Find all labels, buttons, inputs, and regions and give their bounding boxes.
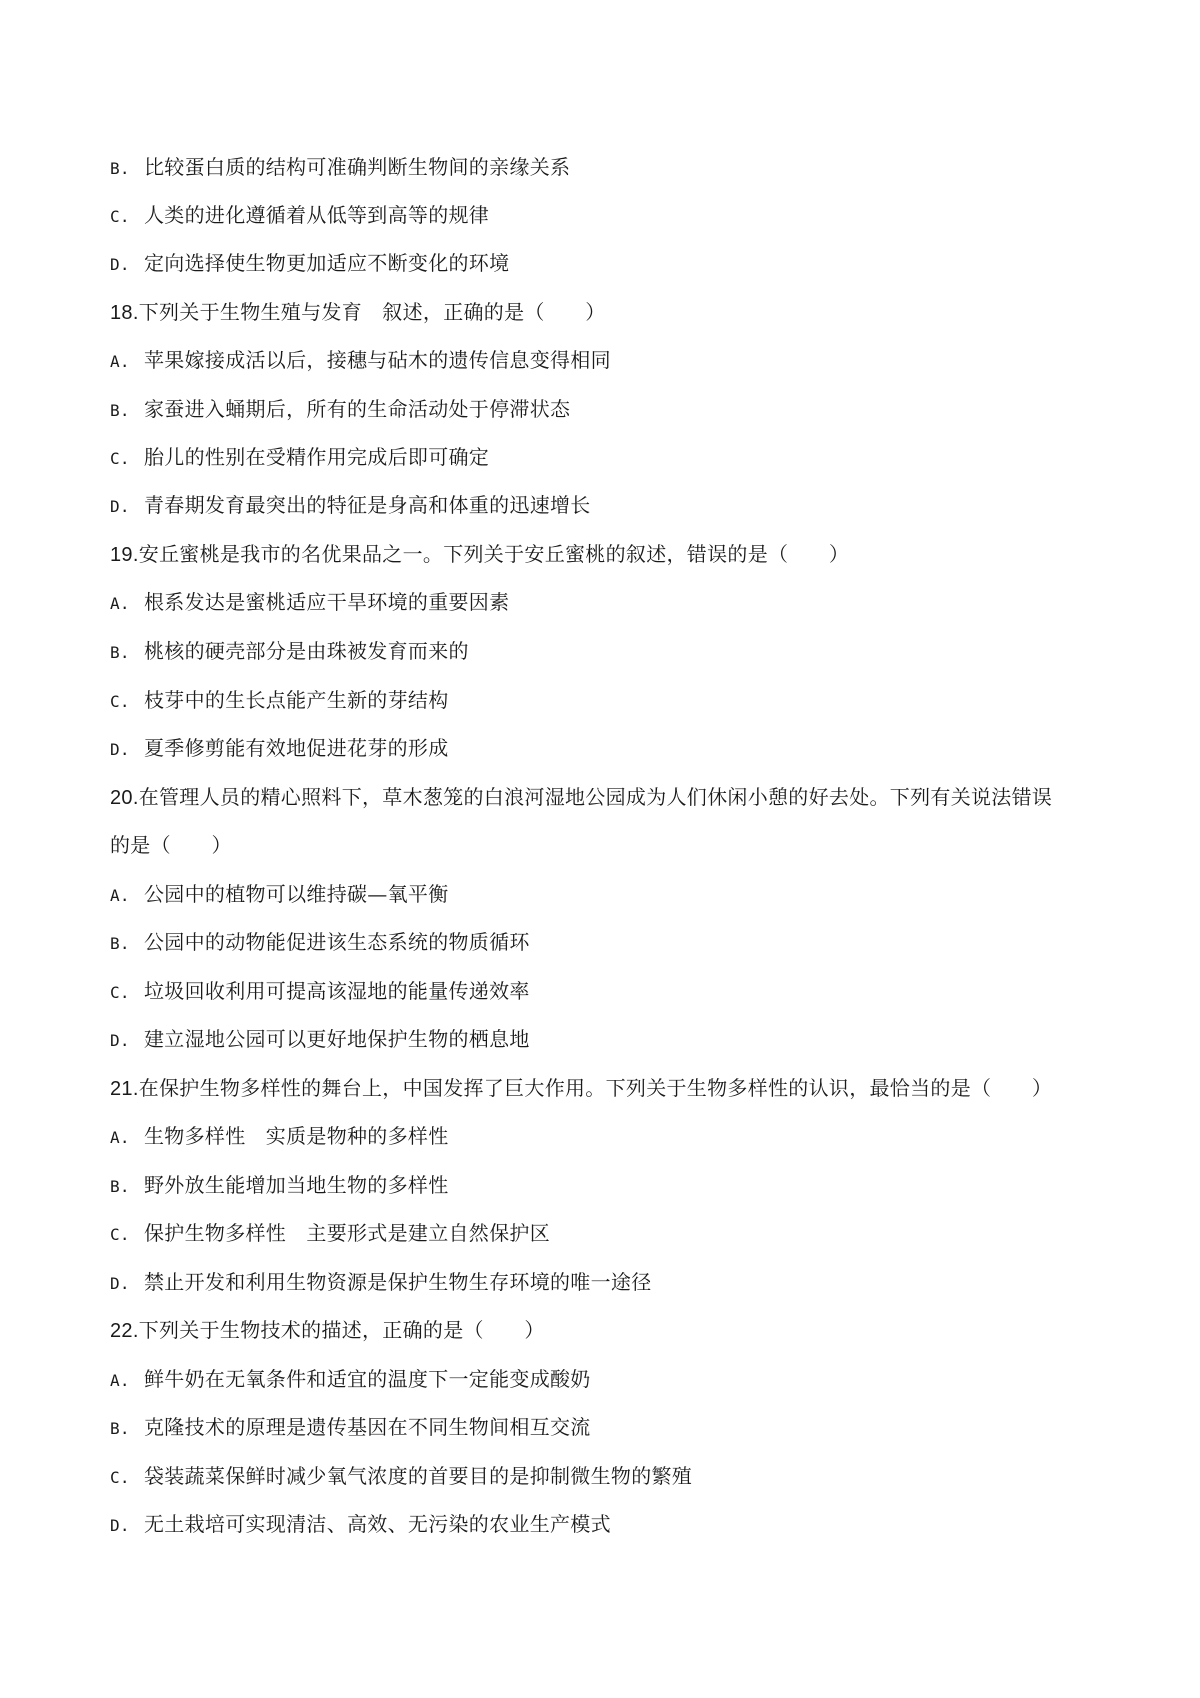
option-letter: B. <box>110 1177 130 1196</box>
option-18-b <box>110 395 1120 425</box>
option-letter: B. <box>110 159 130 178</box>
option-text: 鲜牛奶在无氧条件和适宜的温度下一定能变成酸奶 <box>144 1367 591 1391</box>
option-text: 苹果嫁接成活以后，接穗与砧木的遗传信息变得相同 <box>144 348 611 372</box>
option-21-a <box>110 1122 1120 1152</box>
option-letter: C. <box>110 207 130 226</box>
option-19-d <box>110 734 1120 764</box>
option-text: 胎儿的性别在受精作用完成后即可确定 <box>144 445 490 469</box>
question-text: 安丘蜜桃是我市的名优果品之一。下列关于安丘蜜桃的叙述，错误的是（ ） <box>138 542 850 566</box>
question-text: 在管理人员的精心照料下，草木葱笼的白浪河湿地公园成为人们休闲小憩的好去处。下列有关说法错误 <box>138 785 1053 809</box>
question-19 <box>110 540 1120 569</box>
option-text: 公园中的植物可以维持碳—氧平衡 <box>144 882 449 906</box>
option-19-b <box>110 637 1120 667</box>
option-21-c <box>110 1219 1120 1249</box>
option-text: 生物多样性 实质是物种的多样性 <box>144 1124 449 1148</box>
option-19-a <box>110 588 1120 618</box>
question-number: 18. <box>110 302 139 324</box>
option-letter: D. <box>110 1516 130 1535</box>
option-text: 夏季修剪能有效地促进花芽的形成 <box>144 736 449 760</box>
option-letter: D. <box>110 497 130 516</box>
question-20 <box>110 783 1120 812</box>
option-text: 定向选择使生物更加适应不断变化的环境 <box>144 251 510 275</box>
option-text: 保护生物多样性 主要形式是建立自然保护区 <box>144 1221 550 1245</box>
option-letter: D. <box>110 1031 130 1050</box>
option-letter: B. <box>110 1419 130 1438</box>
option-20-b <box>110 928 1120 958</box>
option-text: 无土栽培可实现清洁、高效、无污染的农业生产模式 <box>144 1512 611 1536</box>
option-22-a <box>110 1365 1120 1395</box>
option-text: 克隆技术的原理是遗传基因在不同生物间相互交流 <box>144 1415 591 1439</box>
option-text: 枝芽中的生长点能产生新的芽结构 <box>144 688 449 712</box>
option-text: 人类的进化遵循着从低等到高等的规律 <box>144 203 490 227</box>
question-number: 22. <box>110 1320 139 1342</box>
option-20-c <box>110 977 1120 1007</box>
question-text: 下列关于生物生殖与发育 叙述，正确的是（ ） <box>138 300 606 324</box>
option-letter: A. <box>110 594 130 613</box>
option-18-c <box>110 443 1120 473</box>
option-letter: A. <box>110 1371 130 1390</box>
question-20-continuation <box>110 831 1120 859</box>
option-letter: C. <box>110 983 130 1002</box>
option-22-d <box>110 1510 1120 1540</box>
option-letter: C. <box>110 449 130 468</box>
option-20-d <box>110 1025 1120 1055</box>
option-22-c <box>110 1462 1120 1492</box>
option-text: 桃核的硬壳部分是由珠被发育而来的 <box>144 639 469 663</box>
option-21-b <box>110 1171 1120 1201</box>
option-letter: D. <box>110 255 130 274</box>
option-letter: A. <box>110 1128 130 1147</box>
option-letter: A. <box>110 352 130 371</box>
option-text: 垃圾回收利用可提高该湿地的能量传递效率 <box>144 979 530 1003</box>
option-19-c <box>110 686 1120 716</box>
option-text: 家蚕进入蛹期后，所有的生命活动处于停滞状态 <box>144 397 571 421</box>
question-text: 在保护生物多样性的舞台上，中国发挥了巨大作用。下列关于生物多样性的认识，最恰当的是（ ） <box>138 1076 1053 1100</box>
question-21 <box>110 1074 1120 1103</box>
option-letter: C. <box>110 1225 130 1244</box>
question-22 <box>110 1316 1120 1345</box>
option-text: 青春期发育最突出的特征是身高和体重的迅速增长 <box>144 493 591 517</box>
option-17-c <box>110 201 1120 231</box>
option-17-d <box>110 249 1120 279</box>
option-text: 袋装蔬菜保鲜时减少氧气浓度的首要目的是抑制微生物的繁殖 <box>144 1464 693 1488</box>
question-text: 的是（ ） <box>110 833 232 857</box>
question-text: 下列关于生物技术的描述，正确的是（ ） <box>138 1318 545 1342</box>
option-21-d <box>110 1268 1120 1298</box>
option-20-a <box>110 880 1120 910</box>
option-text: 禁止开发和利用生物资源是保护生物生存环境的唯一途径 <box>144 1270 652 1294</box>
option-text: 建立湿地公园可以更好地保护生物的栖息地 <box>144 1027 530 1051</box>
option-text: 公园中的动物能促进该生态系统的物质循环 <box>144 930 530 954</box>
option-letter: C. <box>110 692 130 711</box>
option-letter: D. <box>110 1274 130 1293</box>
option-text: 野外放生能增加当地生物的多样性 <box>144 1173 449 1197</box>
question-number: 20. <box>110 787 139 809</box>
option-text: 比较蛋白质的结构可准确判断生物间的亲缘关系 <box>144 155 571 179</box>
option-letter: C. <box>110 1468 130 1487</box>
question-number: 21. <box>110 1078 139 1100</box>
option-17-b <box>110 153 1120 183</box>
option-letter: B. <box>110 643 130 662</box>
option-text: 根系发达是蜜桃适应干旱环境的重要因素 <box>144 590 510 614</box>
option-letter: B. <box>110 934 130 953</box>
option-letter: D. <box>110 740 130 759</box>
option-18-d <box>110 491 1120 521</box>
option-22-b <box>110 1413 1120 1443</box>
option-18-a <box>110 346 1120 376</box>
option-letter: B. <box>110 401 130 420</box>
question-18 <box>110 298 1120 327</box>
option-letter: A. <box>110 886 130 905</box>
question-number: 19. <box>110 544 139 566</box>
